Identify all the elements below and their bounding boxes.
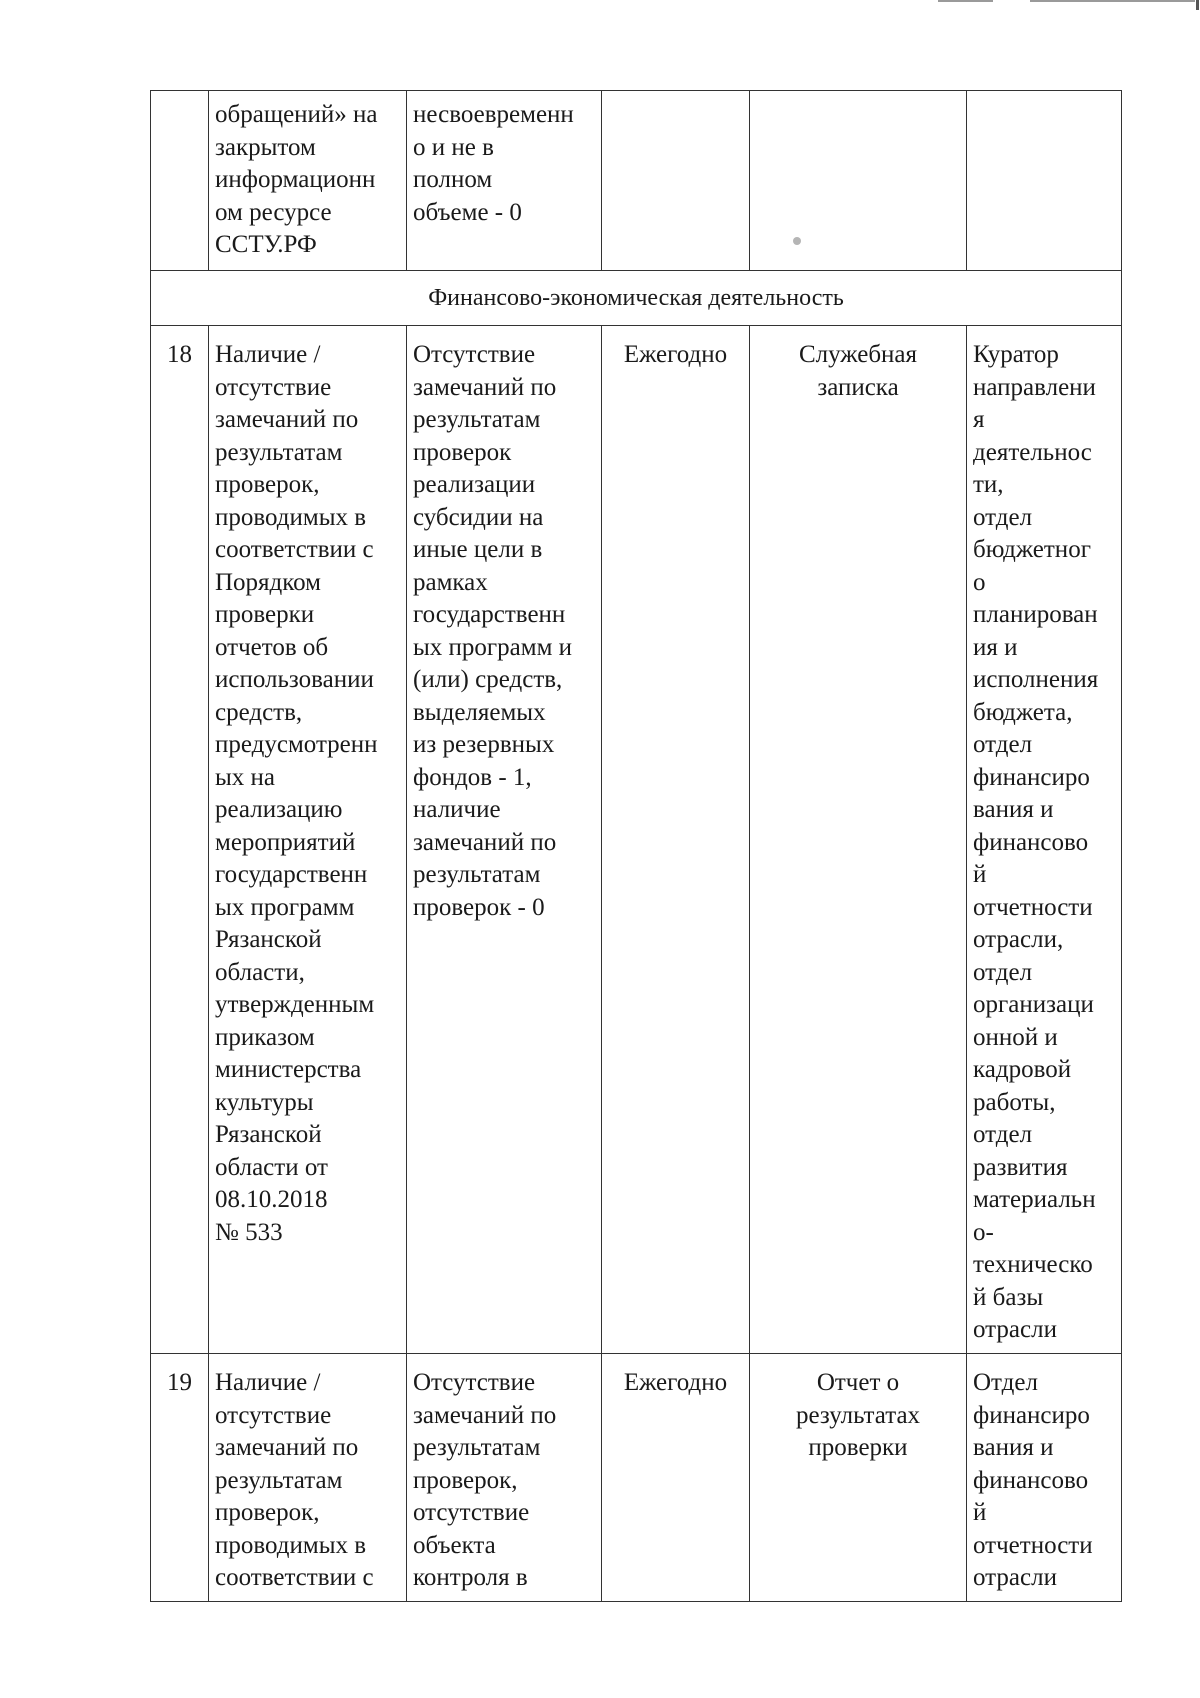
scan-edge-mark (1196, 0, 1199, 10)
table-section-row (151, 271, 1122, 326)
cell-indicator: обращений» на закрытом информационн ом ресурсе ССТУ.РФ (209, 91, 407, 271)
cell-number (151, 91, 209, 271)
cell-responsible: Отдел финансиро вания и финансово й отчетности отрасли (967, 1354, 1122, 1602)
table-row (151, 1354, 1122, 1602)
cell-number: 19 (151, 1354, 209, 1602)
cell-criteria: Отсутствие замечаний по результатам проверок реализации субсидии на иные цели в рамках государственн ых программ и (или) средств, выделяемых из резервных фондов - 1, наличие замечаний по результатам проверок - 0 (407, 326, 602, 1354)
cell-number: 18 (151, 326, 209, 1354)
cell-period: Ежегодно (602, 1354, 750, 1602)
cell-form: Отчет о результатах проверки (750, 1354, 967, 1602)
cell-period (602, 91, 750, 271)
section-title: Финансово-экономическая деятельность (151, 271, 1122, 326)
scan-edge-mark (938, 0, 993, 2)
table-row (151, 326, 1122, 1354)
cell-indicator: Наличие / отсутствие замечаний по результатам проверок, проводимых в соответствии с Порядком проверки отчетов об использовании средств, предусмотренн ых на реализацию мероприятий государственн ых программ Рязанской области, утвержденным приказом министерства культуры Рязанской области от 08.10.2018 № 533 (209, 326, 407, 1354)
criteria-table (150, 90, 1122, 1602)
cell-criteria: несвоевременн о и не в полном объеме - 0 (407, 91, 602, 271)
cell-period: Ежегодно (602, 326, 750, 1354)
table-row-continued (151, 91, 1122, 271)
cell-responsible: Куратор направлени я деятельнос ти, отдел бюджетног о планирован ия и исполнения бюджета, отдел финансиро вания и финансово й отчетности отрасли, отдел организаци онной и кадровой работы, отдел развития материальн о- техническо й базы отрасли (967, 326, 1122, 1354)
cell-form: Служебная записка (750, 326, 967, 1354)
cell-form (750, 91, 967, 271)
scan-edge-mark (1030, 0, 1195, 2)
cell-responsible (967, 91, 1122, 271)
cell-criteria: Отсутствие замечаний по результатам проверок, отсутствие объекта контроля в (407, 1354, 602, 1602)
scan-speck (793, 237, 801, 245)
cell-indicator: Наличие / отсутствие замечаний по результатам проверок, проводимых в соответствии с (209, 1354, 407, 1602)
